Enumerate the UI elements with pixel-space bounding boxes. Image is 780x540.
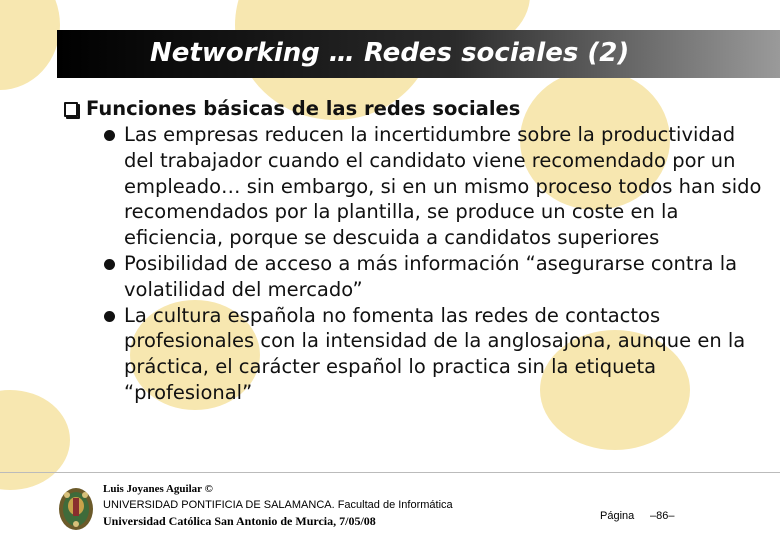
bullet-list bbox=[62, 122, 762, 406]
footer-university-line1: UNIVERSIDAD PONTIFICIA DE SALAMANCA. Facultad de Informática bbox=[103, 499, 453, 511]
bullet-text: La cultura española no fomenta las redes de contactos profesionales con la intensidad de la anglosajona, aunque en la práctica, el carácter español lo practica sin la etiqueta “profesional” bbox=[124, 303, 746, 404]
slide-title: Networking … Redes sociales (2) bbox=[150, 38, 630, 68]
page-number: –86– bbox=[650, 510, 675, 522]
bullet-item bbox=[62, 303, 762, 406]
section-heading bbox=[62, 96, 762, 122]
footer-university-line2: Universidad Católica San Antonio de Murcia, 7/05/08 bbox=[103, 514, 376, 528]
footer-divider bbox=[0, 472, 780, 473]
bullet-dot-icon bbox=[104, 311, 115, 322]
page-label: Página bbox=[600, 510, 635, 522]
slide-content bbox=[62, 96, 762, 406]
bullet-text: Posibilidad de acceso a más información “asegurarse contra la volatilidad del mercado” bbox=[124, 251, 738, 301]
checkbox-bullet-icon bbox=[64, 102, 78, 117]
background-shape bbox=[0, 390, 70, 490]
university-crest-icon bbox=[56, 486, 96, 532]
bullet-dot-icon bbox=[104, 130, 115, 141]
bullet-text: Las empresas reducen la incertidumbre sobre la productividad del trabajador cuando el candidato viene recomendado por un empleado… sin embargo, si en un mismo proceso todos han sido recomendados por la plantilla, se produce un coste en la eficiencia, porque se descuida a candidatos superiores bbox=[124, 123, 762, 250]
bullet-item bbox=[62, 122, 762, 251]
bullet-dot-icon bbox=[104, 259, 115, 270]
section-heading-text: Funciones básicas de las redes sociales bbox=[86, 97, 521, 120]
footer-author: Luis Joyanes Aguilar © bbox=[103, 483, 213, 495]
bullet-item bbox=[62, 251, 762, 303]
background-shape bbox=[0, 0, 60, 90]
